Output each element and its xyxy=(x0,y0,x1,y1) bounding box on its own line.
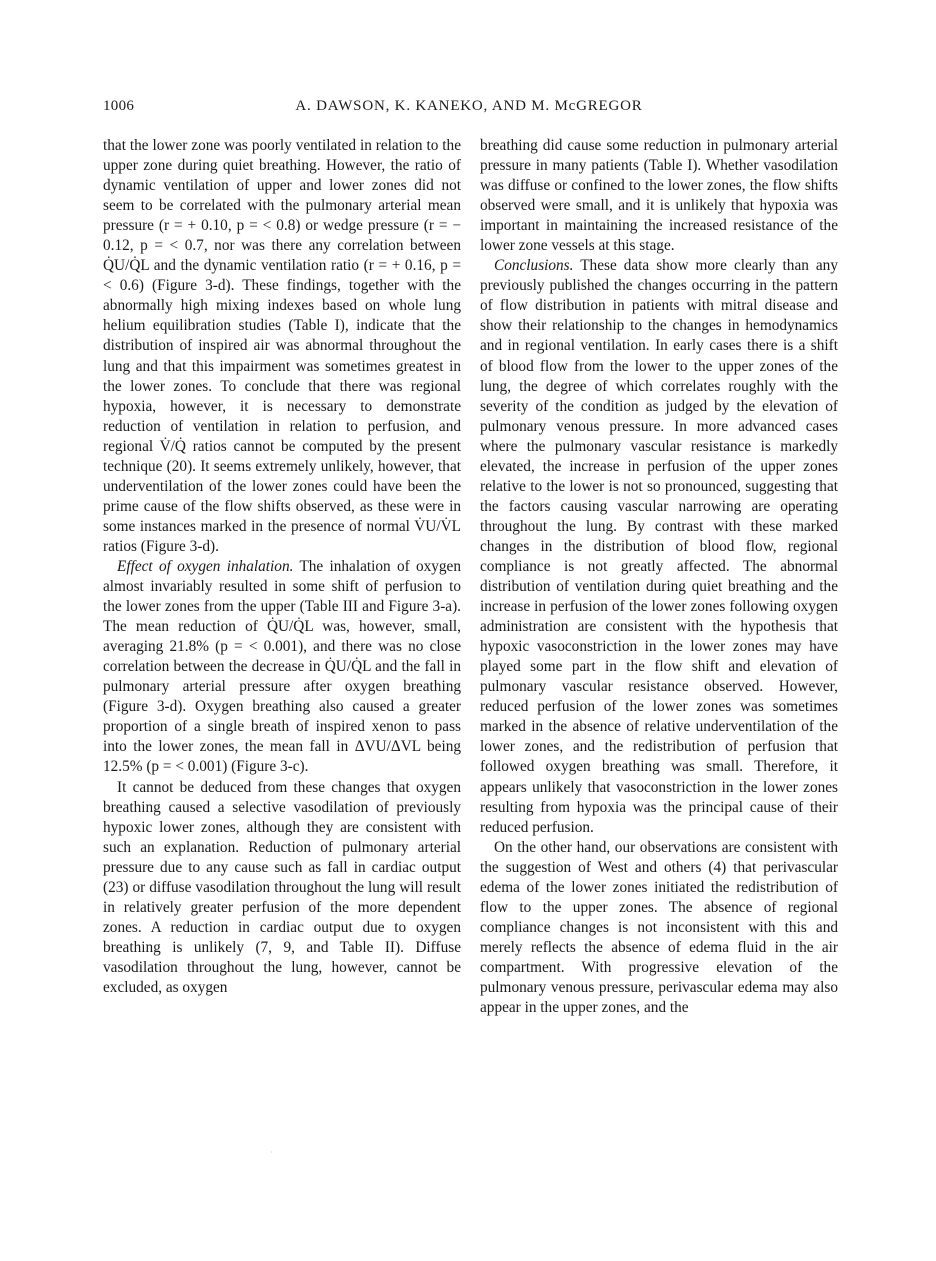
paragraph: that the lower zone was poorly ventilated in relation to the upper zone during quiet breathing. However, the ratio of dynamic ventilation of upper and lower zones did not seem to be correlated with the pulmonary arterial mean pressure (r = + 0.10, p = < 0.8) or wedge pressure (r = − 0.12, p = < 0.7, nor was there any correlation between Q̇U/Q̇L and the dynamic ventilation ratio (r = + 0.16, p = < 0.6) (Figure 3-d). These findings, together with the abnormally high mixing indexes based on whole lung helium equilibration studies (Table I), indicate that the distribution of inspired air was abnormal throughout the lung and that this impairment was sometimes greatest in the lower zones. To conclude that there was regional hypoxia, however, it is necessary to demonstrate reduction of ventilation in relation to perfusion, and regional V̇/Q̇ ratios cannot be computed by the present technique (20). It seems extremely unlikely, however, that underventilation of the lower zones could have been the prime cause of the flow shifts observed, as these were in some instances marked in the presence of normal V̇U/V̇L ratios (Figure 3-d). xyxy=(103,137,461,555)
paragraph-conclusions xyxy=(480,256,838,837)
section-run-in-heading: Effect of oxygen inhalation. xyxy=(117,557,294,575)
running-head-authors: A. DAWSON, K. KANEKO, AND M. McGREGOR xyxy=(295,98,643,114)
paragraph: On the other hand, our observations are consistent with the suggestion of West and others (4) that perivascular edema of the lower zones initiated the redistribution of flow to the upper zones. The absence of regional compliance changes is not inconsistent with this and merely reflects the absence of edema fluid in the air compartment. With progressive elevation of the pulmonary venous pressure, perivascular edema may also appear in the upper zones, and the xyxy=(480,838,838,1017)
page-header xyxy=(103,98,835,122)
paragraph-text: These data show more clearly than any previously published the changes occurring in the pattern of flow distribution in patients with mitral disease and show their relationship to the changes in hemodynamics and in regional ventilation. In early cases there is a shift of blood flow from the lower to the upper zones of the lung, the degree of which correlates roughly with the severity of the condition as judged by the elevation of pulmonary venous pressure. In more advanced cases where the pulmonary vascular resistance is markedly elevated, the increase in perfusion of the upper zones relative to the lower is not so pronounced, suggesting that the factors causing vascular narrowing are operating throughout the lung. By contrast with these marked changes in the distribution of blood flow, regional compliance is not greatly affected. The abnormal distribution of ventilation during quiet breathing and the increase in perfusion of the lower zones following oxygen administration are consistent with the hypothesis that hypoxic vasoconstriction in the lower zones may have played some part in the flow shift and elevation of pulmonary vascular resistance observed. However, reduced perfusion of the lower zones was sometimes marked in the absence of relative underventilation of the lower zones, and the redistribution of perfusion that followed oxygen breathing was small. Therefore, it appears unlikely that vasoconstriction in the lower zones resulting from hypoxia was the principal cause of their reduced perfusion. xyxy=(480,257,838,836)
paragraph-text: The inhalation of oxygen almost invariably resulted in some shift of perfusion to the lower zones from the upper (Table III and Figure 3-a). The mean reduction of Q̇U/Q̇L was, however, small, averaging 21.8% (p = < 0.001), and there was no close correlation between the decrease in Q̇U/Q̇L and the fall in pulmonary arterial pressure after oxygen breathing (Figure 3-d). Oxygen breathing also caused a greater proportion of a single breath of inspired xenon to pass into the lower zones, the mean fall in ΔVU/ΔVL being 12.5% (p = < 0.001) (Figure 3-c). xyxy=(103,557,461,776)
paragraph-oxygen-inhalation xyxy=(103,557,461,778)
print-speck: · xyxy=(270,1148,273,1157)
section-run-in-heading: Conclusions. xyxy=(494,257,574,275)
right-column xyxy=(480,136,838,1018)
left-column xyxy=(103,136,461,998)
paragraph: breathing did cause some reduction in pulmonary arterial pressure in many patients (Table I). Whether vasodilation was diffuse or confined to the lower zones, the flow shifts observed were small, and it is unlikely that hypoxia was important in maintaining the increased resistance of the lower zone vessels at this stage. xyxy=(480,137,838,255)
paragraph: It cannot be deduced from these changes that oxygen breathing caused a selective vasodilation of previously hypoxic lower zones, although they are consistent with such an explanation. Reduction of pulmonary arterial pressure due to any cause such as fall in cardiac output (23) or diffuse vasodilation throughout the lung will result in relatively greater perfusion of the more dependent zones. A reduction in cardiac output due to oxygen breathing is unlikely (7, 9, and Table II). Diffuse vasodilation throughout the lung, however, cannot be excluded, as oxygen xyxy=(103,778,461,996)
page-number: 1006 xyxy=(103,98,135,114)
